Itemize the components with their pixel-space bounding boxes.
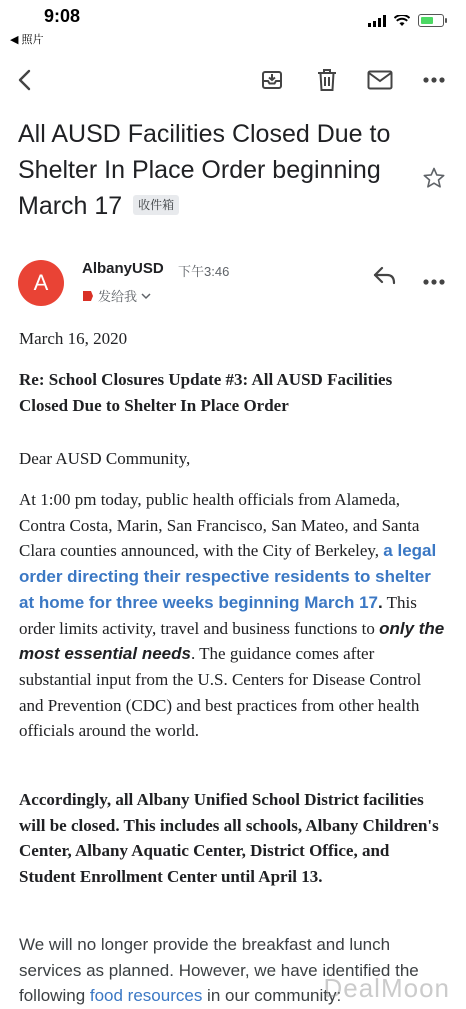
para3-text: We will no longer provide the breakfast and lunch services as planned. However, we have identified the following	[19, 935, 419, 1006]
reply-icon[interactable]	[372, 266, 398, 291]
back-arrow-icon[interactable]	[12, 66, 40, 94]
signal-icon	[368, 15, 386, 27]
mail-icon[interactable]	[366, 66, 394, 94]
message-more-icon[interactable]	[423, 272, 445, 290]
chevron-down-icon	[141, 292, 151, 300]
subject-text: All AUSD Facilities Closed Due to Shelter In Place Order beginning March 17	[18, 120, 391, 220]
battery-level	[421, 17, 433, 24]
paragraph-shelter-order	[19, 487, 449, 744]
status-icons	[368, 14, 444, 27]
re-line: Re: School Closures Update #3: All AUSD Facilities Closed Due to Shelter In Place Order	[19, 370, 393, 415]
recipient-label: 发给我	[98, 289, 138, 304]
battery-icon	[418, 14, 444, 27]
email-subject	[18, 116, 408, 224]
status-time: 9:08	[44, 6, 81, 26]
sender-avatar[interactable]: A	[18, 260, 64, 306]
para3-text-2: in our community:	[202, 986, 342, 1006]
paragraph-facilities-closed: Accordingly, all Albany Unified School District facilities will be closed. This includes all schools, Albany Children's Center, Albany Aquatic Center, District Office, and Student Enrollment Center until April 13.	[19, 790, 439, 887]
sender-name[interactable]: AlbanyUSD	[82, 260, 164, 277]
back-to-app-link[interactable]: ◀ 照片	[10, 34, 44, 46]
wifi-icon	[394, 15, 410, 27]
para1-period: .	[377, 592, 383, 612]
sent-time: 下午3:46	[178, 264, 230, 279]
archive-icon[interactable]	[258, 66, 286, 94]
shelter-order-link[interactable]: a legal order directing their respective residents to shelter at home for three weeks beginning March 17	[19, 541, 437, 612]
para1-text-3: . The guidance comes after substantial input from the U.S. Centers for Disease Control and Prevention (CDC) and best practices from other health officials around the world.	[19, 644, 422, 741]
star-icon[interactable]	[422, 166, 446, 195]
para1-text-2: This order limits activity, travel and business functions to	[19, 592, 417, 638]
greeting: Dear AUSD Community,	[19, 449, 191, 468]
essential-needs-emphasis: only the most essential needs	[19, 618, 445, 664]
recipient-details[interactable]	[82, 286, 151, 305]
importance-marker-icon	[82, 290, 94, 302]
para1-text: At 1:00 pm today, public health officials from Alameda, Contra Costa, Marin, San Francisco, San Mateo, and Santa Clara counties announced, with the City of Berkeley,	[19, 490, 420, 561]
watermark: DealMoon	[323, 973, 450, 1003]
trash-icon[interactable]	[313, 66, 341, 94]
food-resources-link[interactable]: food resources	[89, 986, 203, 1006]
email-date: March 16, 2020	[19, 329, 128, 348]
more-icon[interactable]	[420, 66, 448, 94]
inbox-label-chip[interactable]: 收件箱	[133, 195, 179, 215]
